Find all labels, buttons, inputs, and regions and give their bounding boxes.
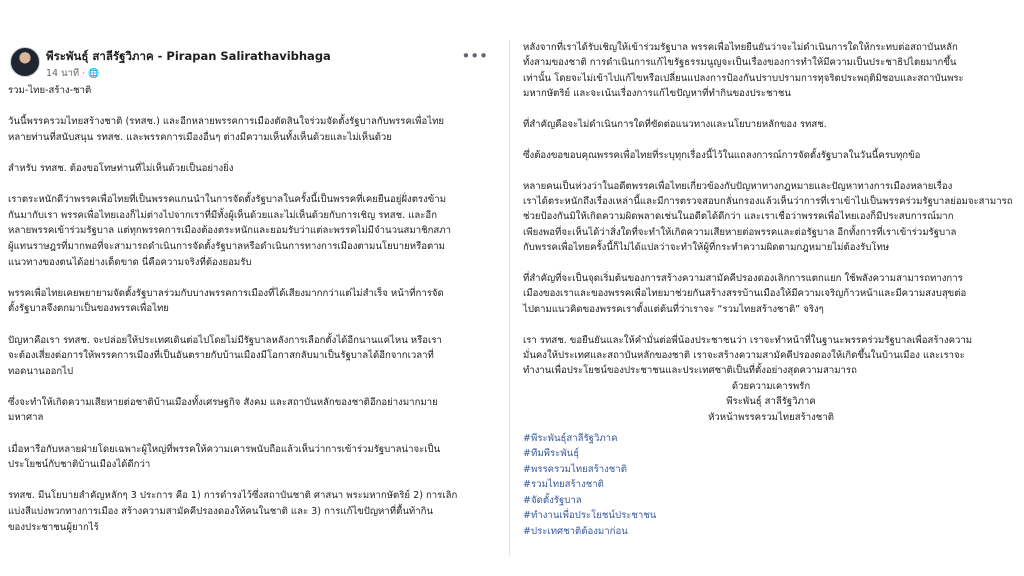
hashtag-link[interactable]: #พีระพันธุ์สาลีรัฐวิภาค xyxy=(523,433,618,445)
paragraph: ซึ่งต้องขอขอบคุณพรรคเพื่อไทยที่ระบุทุกเรื่องนี้ไว้ในแถลงการณ์การจัดตั้งรัฐบาลในวันนี้ครบทุกข้อ xyxy=(523,149,921,161)
paragraph: พรรคเพื่อไทยเคยพยายามจัดตั้งรัฐบาลร่วมกับบางพรรคการเมืองที่ได้เสียงมากกว่าแต่ไม่สำเร็จ หน้าที่การจัด ตั้งรัฐบาลจึงตกมาเป็นของพรรคเพื่อไทย xyxy=(8,287,444,315)
hashtag-link[interactable]: #ประเทศชาติต้องมาก่อน xyxy=(523,525,628,537)
paragraph: วันนี้พรรครวมไทยสร้างชาติ (รทสช.) และอีกหลายพรรคการเมืองตัดสินใจร่วมจัดตั้งรัฐบาลกับพรรคเพื่อไทย หลายท่านที่สนับสนุน รทสช. และพรรคการเมืองอื่นๆ ต่างมีความเห็นทั้งเห็นด้วยและไม่เห็นด้วย xyxy=(8,116,445,143)
paragraph: รทสช. มีนโยบายสำคัญหลักๆ 3 ประการ คือ 1) การดำรงไว้ซึ่งสถาบันชาติ ศาสนา พระมหากษัตริย์ 2) การเลิก แบ่งสีแบ่งพวกทางการเมือง สร้างความสามัคคีปรองดองให้คนในชาติ และ 3) การแก้ไขปัญหาที่ตื้นท้ากิน ของประชาชนผู้ยากไร้ xyxy=(8,490,458,533)
avatar[interactable] xyxy=(10,47,40,77)
hashtag-link[interactable]: #พรรครวมไทยสร้างชาติ xyxy=(523,463,627,475)
paragraph: สำหรับ รทสช. ต้องขอโทษท่านที่ไม่เห็นด้วยเป็นอย่างยิ่ง xyxy=(8,162,234,174)
paragraph: ซึ่งจะทำให้เกิดความเสียหายต่อชาติบ้านเมืองทั้งเศรษฐกิจ สังคม และสถาบันหลักของชาติอีกอย่างมากมาย มหาศาล xyxy=(8,396,438,424)
signature-name: พีระพันธุ์ สาลีรัฐวิภาค xyxy=(726,396,816,408)
post-timestamp[interactable] xyxy=(46,66,99,81)
post-text-left xyxy=(8,83,498,535)
more-options-icon[interactable]: ••• xyxy=(461,47,488,65)
post-heading: รวม-ไทย-สร้าง-ชาติ xyxy=(8,85,92,96)
signature-position: หัวหน้าพรรครวมไทยสร้างชาติ xyxy=(708,411,834,423)
paragraph: เมื่อหารือกับหลายฝ่ายโดยเฉพาะผู้ใหญ่ที่พรรคให้ความเคารพนับถือแล้วเห็นว่าการเข้าร่วมรัฐบาลน่าจะเป็น ประโยชน์กับชาติบ้านเมืองได้ดีกว่า xyxy=(8,443,441,471)
globe-icon: · 🌐 xyxy=(82,69,100,79)
closing-text: ด้วยความเคารพรัก xyxy=(731,380,811,392)
post-left-panel xyxy=(0,40,504,556)
paragraph: หลายคนเป็นห่วงว่าในอดีตพรรคเพื่อไทยเกี่ยวข้องกับปัญหาทางกฎหมายและปัญหาทางการเมืองหลายเรื่อง เราได้ตระหนักถึงเรื่องเหล่านี้และมีการตรวจสอบกลั่นกรองแล้วเห็นว่าการที่เราเข้าไปเป็นพรรคร่วมรัฐบาลย่อมจะสามารถ ช่วยป้องกันมิให้เกิดความผิดพลาดเช่นในอดีตได้ดีกว่า และเราเชื่อว่าพรรคเพื่อไทยเองก็มีประสบการณ์มาก เพียงพอที่จะเห็นได้ว่าสิ่งใดที่จะทำให้เกิดความเสียหายต่อพรรคและต่อรัฐบาล อีกทั้งการที่เราเข้าร่วมรัฐบาล กับพรรคเพื่อไทยครั้งนี้ก็ไม่ได้แปลว่าจะทำให้ผู้ที่กระทำความผิดตามกฎหมายไม่ต้องรับโทษ xyxy=(523,180,1013,254)
paragraph: ที่สำคัญที่จะเป็นจุดเริ่มต้นของการสร้างความสามัคคีปรองดองเลิกการแตกแยก ใช้พลังความสามารถทางการ เมืองของเราและของพรรคเพื่อไทยมาช่วยกันสร้างสรรบ้านเมืองให้มีความเจริญก้าวหน้าและมีความสงบสุขต่อ ไปตามแนวคิดของพรรคเราตั้งแต่ต้นที่ว่าเราจะ “รวมไทยสร้างชาติ” จริงๆ xyxy=(523,273,967,315)
paragraph: เรา รทสช. ขอยืนยันและให้คำมั่นต่อพี่น้องประชาชนว่า เราจะทำหน้าที่ในฐานะพรรคร่วมรัฐบาลเพื่อสร้างความ มั่นคงให้ประเทศและสถาบันหลักของชาติ เราจะสร้างความสามัคคีปรองดองให้เกิดขึ้นในบ้านเมือง และเราจะ ทำงานเพื่อประโยชน์ของประชาชนและประเทศชาติเป็นที่ตั้งอย่างสุดความสามารถ xyxy=(523,334,973,377)
paragraph: เราตระหนักดีว่าพรรคเพื่อไทยที่เป็นพรรคแกนนำในการจัดตั้งรัฐบาลในครั้งนี้เป็นพรรคที่เคยยืนอยู่ฝั่งตรงข้าม กันมากับเรา พรรคเพื่อไทยเองก็ไม่ต่างไปจากเราที่มีทั้งผู้เห็นด้วยและไม่เห็นด้วยกับการเชิญ รทสช. และอีก หลายพรรคเข้าร่วมรัฐบาล แต่ทุกพรรคการเมืองต้องตระหนักและยอมรับว่าแต่ละพรรคไม่มีจำนวนสมาชิกสภา ผู้แทนราษฎรที่มากพอที่จะสามารถดำเนินการจัดตั้งรัฐบาลหรือดำเนินการทางการเมืองตามนโยบายหรือตาม แนวทางของตนได้อย่างเด็ดขาด นี่คือความจริงที่ต้องยอมรับ xyxy=(8,194,451,268)
hashtag-link[interactable]: #รวมไทยสร้างชาติ xyxy=(523,479,604,491)
paragraph: ที่สำคัญคือจะไม่ดำเนินการใดที่ขัดต่อแนวทางและนโยบายหลักของ รทสช. xyxy=(523,119,827,131)
hashtag-link[interactable]: #ทีมพีระพันธุ์ xyxy=(523,448,580,460)
paragraph: ปัญหาคือเรา รทสช. จะปล่อยให้ประเทศเดินต่อไปโดยไม่มีรัฐบาลหลังการเลือกตั้งได้อีกนานแค่ไหน หรือเรา จะต้องเสี่ยงต่อการให้พรรคการเมืองที่เป็นอันตรายกับบ้านเมืองมีโอกาสกลับมาเป็นรัฐบาลได้อีกจากเวลาที่ ทอดนานออกไป xyxy=(8,334,442,377)
timestamp-text[interactable]: 14 นาที xyxy=(46,68,80,79)
post-header xyxy=(10,45,500,85)
panel-divider xyxy=(509,40,510,556)
author-name[interactable]: พีระพันธุ์ สาลีรัฐวิภาค - Pirapan Salirathavibhaga xyxy=(46,49,331,63)
hashtag-link[interactable]: #ทำงานเพื่อประโยชน์ประชาชน xyxy=(523,510,657,522)
hashtag-link[interactable]: #จัดตั้งรัฐบาล xyxy=(523,494,582,506)
post-right-panel xyxy=(513,40,1024,556)
post-text-right xyxy=(523,40,1019,539)
paragraph: หลังจากที่เราได้รับเชิญให้เข้าร่วมรัฐบาล พรรคเพื่อไทยยืนยันว่าจะไม่ดำเนินการใดให้กระทบต่อสถาบันหลัก ทั้งสามของชาติ การดำเนินการแก้ไขรัฐธรรมนูญจะเป็นเรื่องของการทำให้มีความเป็นประชาธิปไตยมากขึ้น เท่านั้น โดยจะไม่เข้าไปแก้ไขหรือเปลี่ยนแปลงการป้องกันปราบปรามการทุจริตประพฤติมิชอบและสถาบันพระ มหากษัตริย์ และจะเน้นเรื่องการแก้ไขปัญหาที่ทำกินของประชาชน xyxy=(523,42,964,100)
